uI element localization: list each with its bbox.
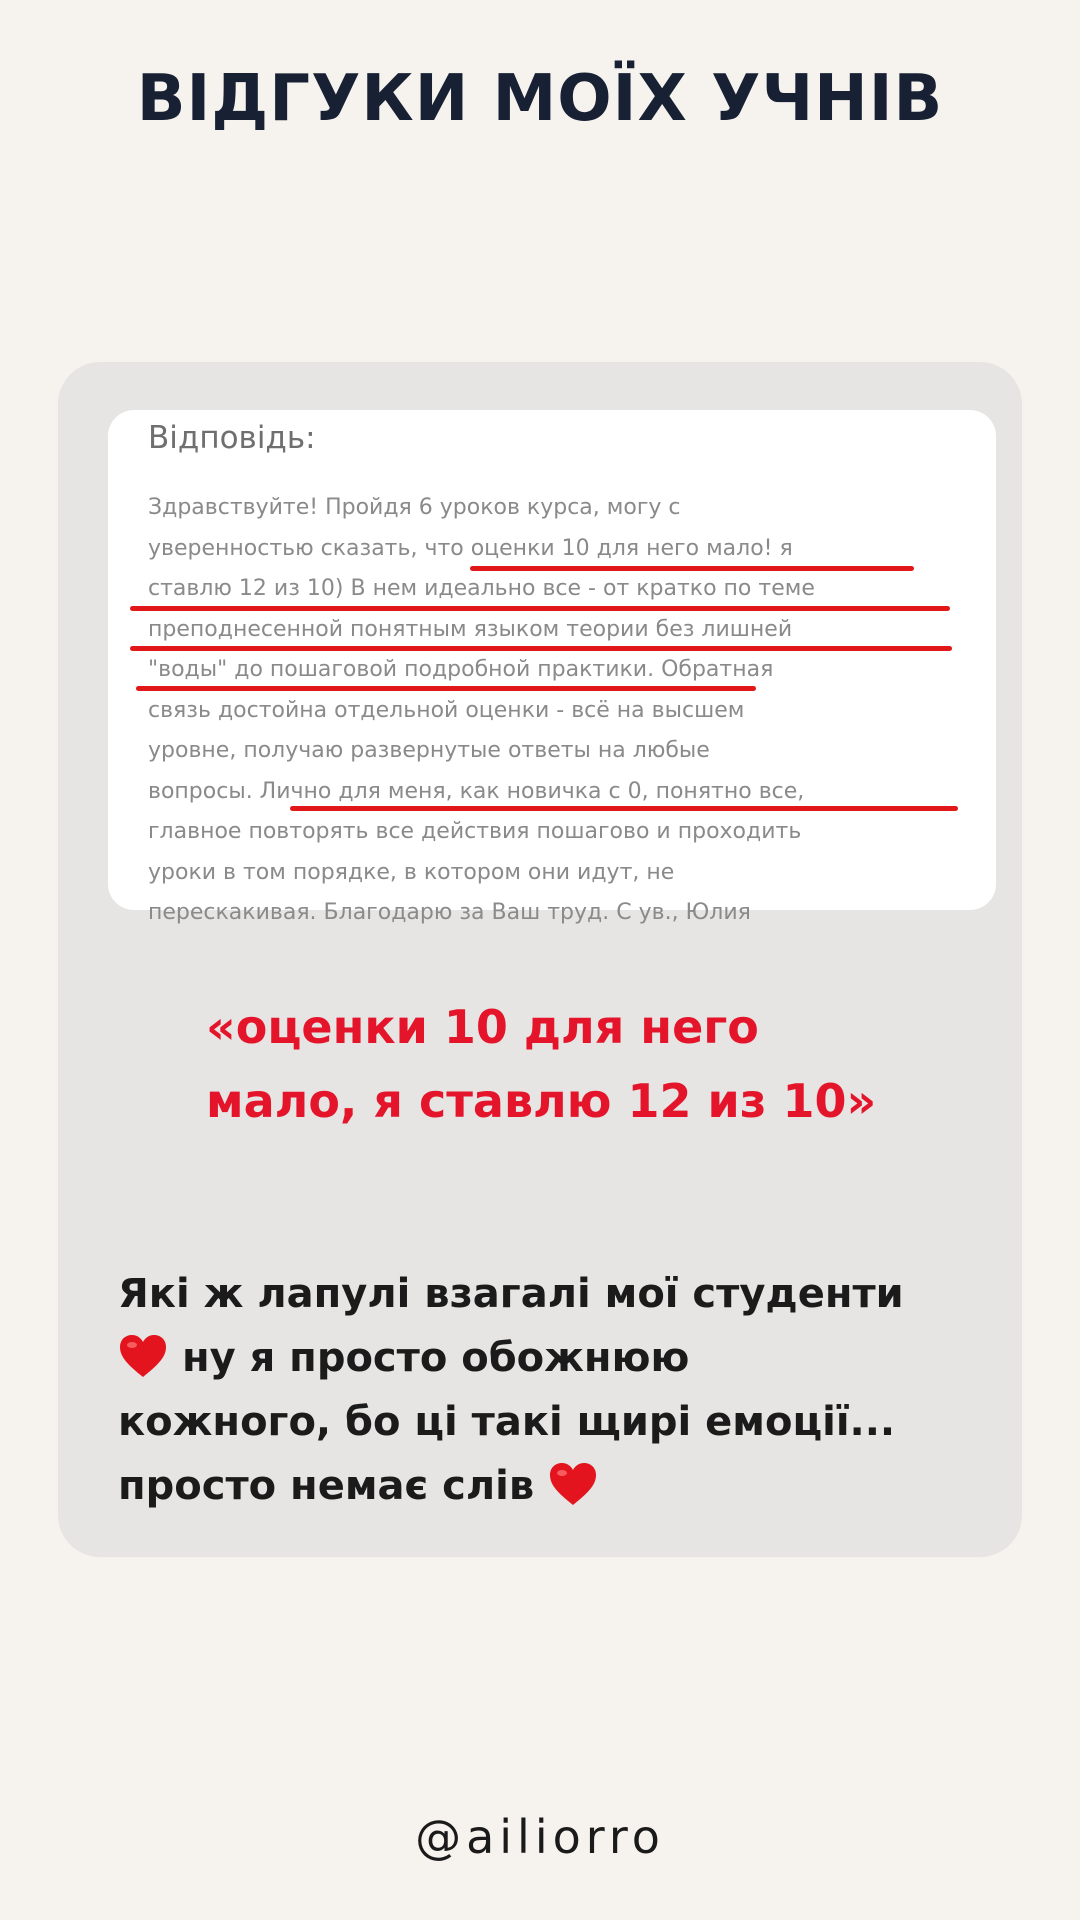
review-line: главное повторять все действия пошагово и проходить <box>148 819 802 844</box>
review-line: ставлю 12 из 10) В нем идеально все - от кратко по теме <box>148 576 815 601</box>
heart-icon <box>118 1333 168 1379</box>
highlight-underline <box>290 806 958 811</box>
caption-line: кожного, бо ці такі щирі емоції... <box>118 1399 896 1445</box>
review-line: уверенностью сказать, что оценки 10 для него мало! я <box>148 535 793 561</box>
review-line: "воды" до пошаговой подробной практики. Обратная <box>148 657 774 682</box>
highlight-quote <box>206 990 966 1138</box>
caption-line: Які ж лапулі взагалі мої студенти <box>118 1271 904 1317</box>
quote-line: мало, я ставлю 12 из 10» <box>206 1074 877 1128</box>
highlight-underline <box>470 566 914 571</box>
review-card <box>108 410 996 925</box>
highlight-underline <box>130 646 952 651</box>
review-heading: Відповідь: <box>148 420 316 456</box>
caption-line-text: ну я просто обожнюю <box>181 1335 690 1381</box>
review-line: Здравствуйте! Пройдя 6 уроков курса, могу с <box>148 495 681 520</box>
review-line: вопросы. Лично для меня, как новичка с 0, понятно все, <box>148 778 805 804</box>
review-line: связь достойна отдельной оценки - всё на высшем <box>148 697 745 723</box>
caption-line <box>118 1326 998 1390</box>
review-body <box>148 488 978 934</box>
review-line: уровне, получаю развернутые ответы на любые <box>148 738 710 763</box>
review-line: преподнесенной понятным языком теории без лишней <box>148 616 793 642</box>
instagram-handle: @ailiorro <box>415 1810 665 1864</box>
heart-icon <box>548 1461 598 1507</box>
caption-line-text: просто немає слів <box>118 1463 535 1509</box>
highlight-underline <box>130 606 950 611</box>
review-line: перескакивая. Благодарю за Ваш труд. С ув., Юлия <box>148 900 751 925</box>
page-title: ВІДГУКИ МОЇХ УЧНІВ <box>136 62 944 136</box>
story-screenshot <box>58 362 1022 1557</box>
review-line: уроки в том порядке, в котором они идут, не <box>148 859 675 885</box>
story-caption <box>118 1262 998 1518</box>
quote-line: «оценки 10 для него <box>206 1000 759 1054</box>
highlight-underline <box>136 686 756 691</box>
caption-line <box>118 1454 998 1518</box>
